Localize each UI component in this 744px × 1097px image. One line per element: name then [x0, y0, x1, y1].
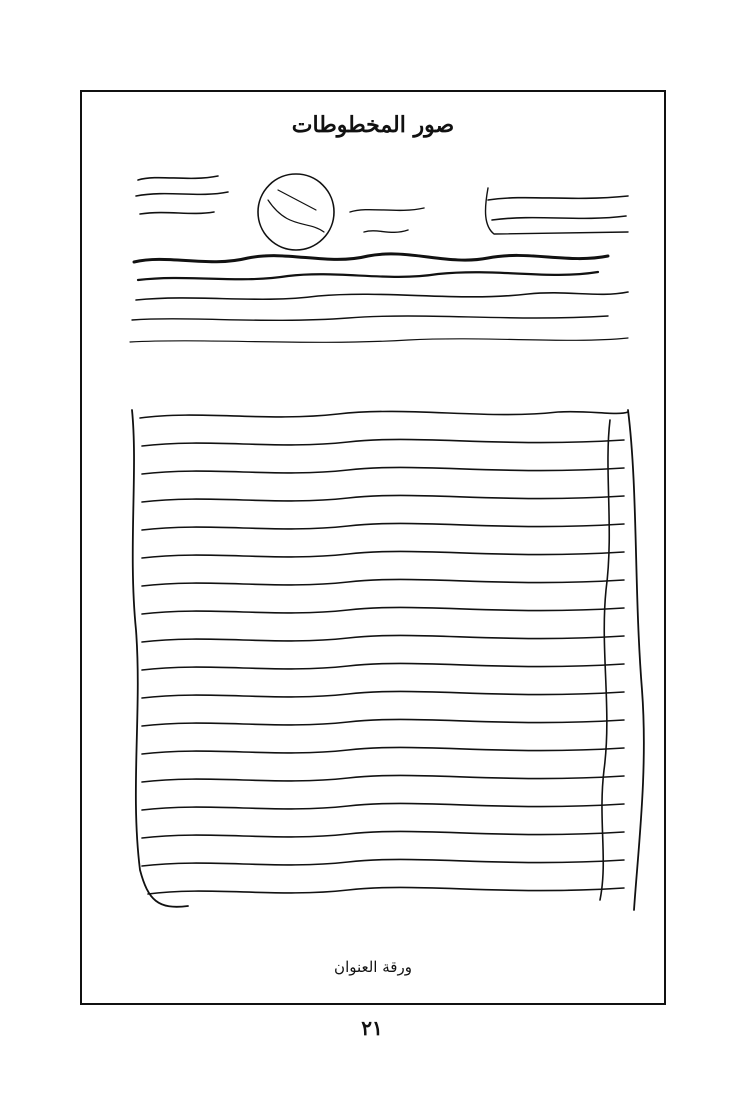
manuscript-body-text — [132, 410, 644, 910]
manuscript-image — [128, 170, 660, 950]
figure-caption: ورقة العنوان — [334, 958, 412, 976]
manuscript-header-notes — [136, 174, 628, 250]
page-number: ٢١ — [361, 1016, 383, 1040]
manuscript-title-line — [130, 254, 628, 342]
page-title: صور المخطوطات — [291, 112, 455, 138]
